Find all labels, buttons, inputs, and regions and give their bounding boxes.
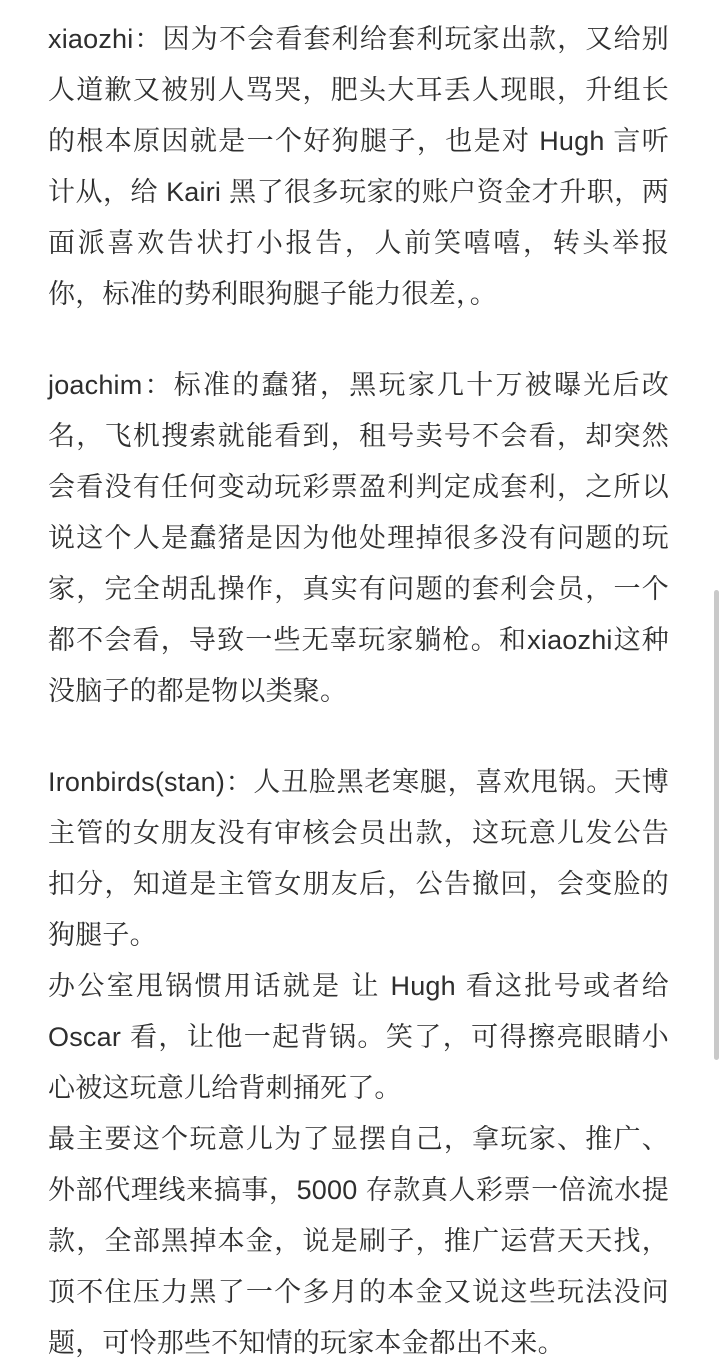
comment-text: joachim：标准的蠢猪，黑玩家几十万被曝光后改名，飞机搜索就能看到，租号卖号不会看，却突然会看没有任何变动玩彩票盈利判定成套利，之所以说这个人是蠢猪是因为他处理掉很多没有问题的玩家，完全胡乱操作，真实有问题的套利会员，一个都不会看，导致一些无辜玩家躺枪。和xiaozhi这种没脑子的都是物以类聚。 (48, 370, 669, 706)
comment-ironbirds (48, 757, 669, 1369)
comment-text: 最主要这个玩意儿为了显摆自己，拿玩家、推广、外部代理线来搞事，5000 存款真人彩票一倍流水提款，全部黑掉本金，说是刷子，推广运营天天找，顶不住压力黑了一个多月的本金又说这些玩法没问题，可怜那些不知情的玩家本金都出不来。 (48, 1124, 669, 1358)
scrollbar-thumb[interactable] (714, 590, 719, 1060)
comment-xiaozhi (48, 14, 669, 320)
comment-text: xiaozhi：因为不会看套利给套利玩家出款，又给别人道歉又被别人骂哭，肥头大耳丢人现眼，升组长的根本原因就是一个好狗腿子，也是对 Hugh 言听计从，给 Kairi 黑了很多玩家的账户资金才升职，两面派喜欢告状打小报告，人前笑嘻嘻，转头举报你，标准的势利眼狗腿子能力很差，。 (48, 24, 669, 309)
vertical-scrollbar[interactable] (713, 0, 721, 1280)
comment-joachim (48, 360, 669, 717)
comment-text: Ironbirds(stan)：人丑脸黑老寒腿，喜欢甩锅。天博主管的女朋友没有审核会员出款，这玩意儿发公告扣分，知道是主管女朋友后，公告撤回，会变脸的狗腿子。 (48, 767, 669, 950)
comment-text: 办公室甩锅惯用话就是 让 Hugh 看这批号或者给 Oscar 看，让他一起背锅。笑了，可得擦亮眼睛小心被这玩意儿给背刺捅死了。 (48, 971, 669, 1103)
